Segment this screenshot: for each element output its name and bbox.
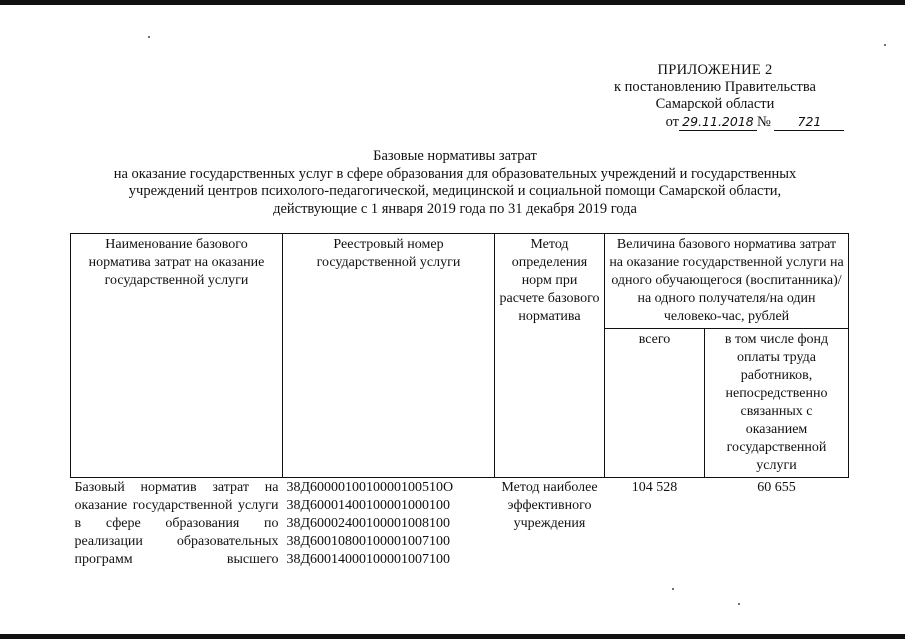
scan-speck [738,603,740,605]
appendix-line-1: к постановлению Правительства [614,79,816,95]
handwritten-number: 721 [774,113,844,131]
number-prefix: № [756,114,771,130]
order-reference [666,113,845,131]
header-registry-number: Реестровый номер государственной услуги [283,234,495,478]
header-norm-value: Величина базового норматива затрат на оказание государственной услуги на одного обучающегося (воспитанника)/на одного получателя/на один человеко-час, рублей [605,234,849,329]
row-total: 104 528 [631,480,678,495]
appendix-title: ПРИЛОЖЕНИЕ 2 [657,62,773,78]
scan-top-edge [0,0,905,5]
heading-line-2: на оказание государственных услуг в сфере образования для образовательных учреждений и государственных [113,165,797,182]
table-row [71,478,849,571]
handwritten-date: 29.11.2018 [679,113,757,131]
header-service-name: Наименование базового норматива затрат на оказание государственной услуги [71,234,283,478]
header-method: Метод определения норм при расчете базового норматива [495,234,605,478]
heading-line-3: учреждений центров психолого-педагогической, медицинской и социальной помощи Самарской области, [128,183,782,199]
appendix-block [560,62,870,131]
registry-code: 38Д60002400100001008100 [286,516,451,531]
row-method: Метод наиболее эффективного учреждения [501,480,598,531]
registry-code: 38Д60010800100001007100 [286,534,451,549]
document-heading [70,148,840,218]
scan-bottom-edge [0,634,905,639]
row-service-name: Базовый норматив затрат на оказание государственной услуги в сфере образования по реализации образовательных программ высшего [74,480,279,567]
header-wages: в том числе фонд оплаты труда работников, непосредственно связанных с оказанием государственной услуги [705,329,849,478]
heading-line-4: действующие с 1 января 2019 года по 31 декабря 2019 года [273,200,637,217]
norms-table [70,233,849,570]
registry-code: 38Д6000010010000100510О [286,480,454,495]
appendix-line-2: Самарской области [655,96,775,112]
scan-speck [148,36,150,38]
header-total: всего [605,329,705,478]
scan-speck [672,588,674,590]
scan-speck [884,44,886,46]
row-wages: 60 655 [757,480,796,495]
table-header-row [71,234,849,329]
registry-code: 38Д60014000100001007100 [286,552,451,567]
from-prefix: от [665,114,679,130]
row-registry-codes [283,478,495,571]
heading-title: Базовые нормативы затрат [373,148,537,164]
registry-code: 38Д60001400100001000100 [286,498,451,513]
